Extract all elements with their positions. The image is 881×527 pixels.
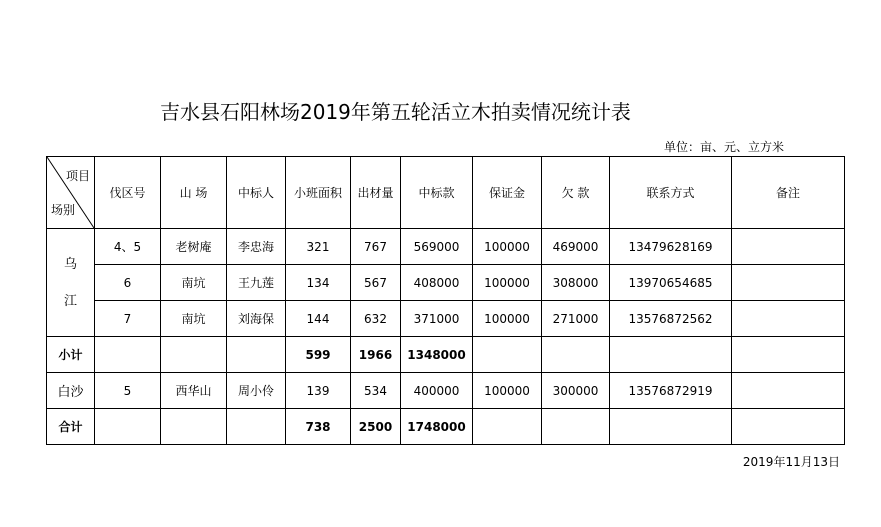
subtotal-area: 599 [286,337,351,373]
table-row [47,373,845,409]
page-title: 吉水县石阳林场2019年第五轮活立木拍卖情况统计表 [160,100,631,124]
col-header-area: 小班面积 [286,157,351,229]
cell-area: 134 [286,265,351,301]
total-price: 1748000 [401,409,473,445]
total-volume: 2500 [351,409,401,445]
cell-note [732,301,845,337]
col-header-owed: 欠 款 [542,157,610,229]
corner-header-cell [47,157,95,229]
cell-deposit: 100000 [473,301,542,337]
cell-bidder: 王九莲 [227,265,286,301]
cell-lot: 5 [95,373,161,409]
cell-contact: 13970654685 [610,265,732,301]
cell-note [732,373,845,409]
col-header-deposit: 保证金 [473,157,542,229]
cell-owed: 469000 [542,229,610,265]
cell-volume: 767 [351,229,401,265]
cell-contact: 13576872562 [610,301,732,337]
cell-note [732,229,845,265]
cell-owed: 308000 [542,265,610,301]
cell-site: 老树庵 [161,229,227,265]
col-header-volume: 出材量 [351,157,401,229]
cell-lot: 7 [95,301,161,337]
subtotal-volume: 1966 [351,337,401,373]
cell-deposit: 100000 [473,265,542,301]
farm-cell-wujiang: 乌 江 [47,229,95,337]
cell-volume: 534 [351,373,401,409]
header-row [47,157,845,229]
col-header-bidder: 中标人 [227,157,286,229]
cell-note [732,265,845,301]
cell-bidder: 刘海保 [227,301,286,337]
cell-price: 371000 [401,301,473,337]
col-header-site: 山 场 [161,157,227,229]
cell-deposit: 100000 [473,373,542,409]
cell-volume: 632 [351,301,401,337]
cell-lot: 6 [95,265,161,301]
col-header-price: 中标款 [401,157,473,229]
cell-contact: 13479628169 [610,229,732,265]
subtotal-label: 小计 [47,337,95,373]
corner-item-label: 项目 [65,169,90,183]
total-area: 738 [286,409,351,445]
cell-price: 400000 [401,373,473,409]
cell-site: 南坑 [161,265,227,301]
subtotal-row [47,337,845,373]
report-date: 2019年11月13日 [742,455,840,469]
cell-owed: 300000 [542,373,610,409]
cell-bidder: 周小伶 [227,373,286,409]
table-row [47,265,845,301]
farm-cell-baisha: 白沙 [47,373,95,409]
cell-price: 408000 [401,265,473,301]
total-label: 合计 [47,409,95,445]
cell-owed: 271000 [542,301,610,337]
total-row [47,409,845,445]
cell-bidder: 李忠海 [227,229,286,265]
unit-note: 单位：亩、元、立方米 [664,140,785,154]
cell-contact: 13576872919 [610,373,732,409]
table-row [47,229,845,265]
col-header-lot: 伐区号 [95,157,161,229]
cell-site: 南坑 [161,301,227,337]
cell-area: 144 [286,301,351,337]
auction-table [46,156,845,445]
col-header-note: 备注 [732,157,845,229]
cell-area: 321 [286,229,351,265]
cell-area: 139 [286,373,351,409]
table-row [47,301,845,337]
cell-deposit: 100000 [473,229,542,265]
cell-price: 569000 [401,229,473,265]
cell-lot: 4、5 [95,229,161,265]
subtotal-price: 1348000 [401,337,473,373]
cell-site: 西华山 [161,373,227,409]
col-header-contact: 联系方式 [610,157,732,229]
cell-volume: 567 [351,265,401,301]
corner-category-label: 场别 [51,203,76,217]
